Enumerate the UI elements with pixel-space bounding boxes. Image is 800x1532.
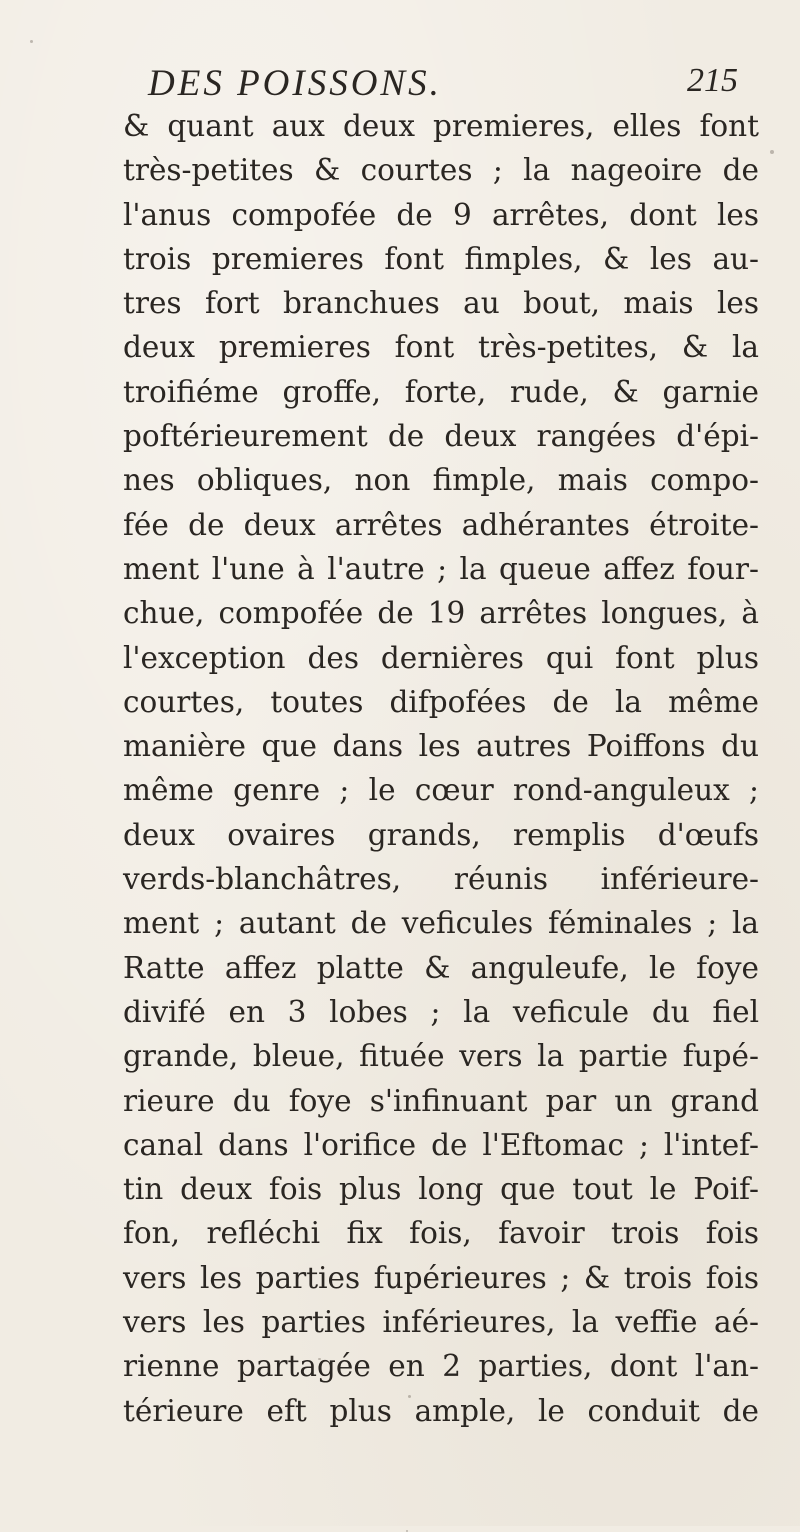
text-line: vers les parties fupérieures ; & trois fois	[123, 1260, 759, 1295]
text-line: tin deux fois plus long que tout le Poif-	[123, 1172, 759, 1207]
text-line: courtes, toutes difpofées de la même	[123, 684, 759, 719]
text-line: deux ovaires grands, remplis d'œufs	[123, 817, 759, 852]
text-line: verds-blanchâtres, réunis inférieure-	[123, 862, 759, 897]
text-line: rienne partagée en 2 parties, dont l'an-	[123, 1349, 759, 1384]
page-header	[148, 62, 738, 110]
text-line: fon, refléchi fix fois, favoir trois fois	[123, 1216, 759, 1251]
text-line: chue, compofée de 19 arrêtes longues, à	[123, 596, 759, 631]
text-line: l'exception des dernières qui font plus	[123, 640, 759, 675]
page-number: 215	[687, 62, 738, 99]
text-line: très-petites & courtes ; la nageoire de	[123, 153, 759, 188]
text-line: même genre ; le cœur rond-anguleux ;	[123, 773, 759, 808]
paper-speck	[318, 1358, 321, 1360]
paper-speck	[770, 150, 774, 154]
text-line: rieure du foye s'infinuant par un grand	[123, 1083, 759, 1118]
running-title: DES POISSONS.	[148, 63, 442, 104]
text-line: canal dans l'orifice de l'Eftomac ; l'intef-	[123, 1127, 759, 1162]
text-line: ment ; autant de veficules féminales ; la	[123, 906, 759, 941]
text-line: l'anus compofée de 9 arrêtes, dont les	[123, 197, 759, 232]
text-line: deux premieres font très-petites, & la	[123, 330, 759, 365]
text-line: térieure eft plus ample, le conduit de	[123, 1393, 759, 1428]
text-line: manière que dans les autres Poiffons du	[123, 729, 759, 764]
body-text	[123, 104, 759, 1433]
paper-speck	[408, 1395, 411, 1398]
text-line: poftérieurement de deux rangées d'épi-	[123, 419, 759, 454]
text-line: ment l'une à l'autre ; la queue affez four-	[123, 551, 759, 586]
text-line: nes obliques, non fimple, mais compo-	[123, 463, 759, 498]
text-line: & quant aux deux premieres, elles font	[123, 109, 759, 143]
text-line: fée de deux arrêtes adhérantes étroite-	[123, 507, 759, 542]
text-line: vers les parties inférieures, la veffie aé-	[123, 1305, 759, 1340]
text-line: divifé en 3 lobes ; la veficule du fiel	[123, 994, 759, 1029]
text-line: tres fort branchues au bout, mais les	[123, 286, 759, 321]
text-line: troifiéme groffe, forte, rude, & garnie	[123, 374, 759, 409]
paper-speck	[30, 40, 33, 43]
text-line: grande, bleue, fituée vers la partie fupé-	[123, 1039, 759, 1074]
text-line: trois premieres font fimples, & les au-	[123, 241, 759, 276]
text-line: Ratte affez platte & anguleufe, le foye	[123, 950, 759, 985]
